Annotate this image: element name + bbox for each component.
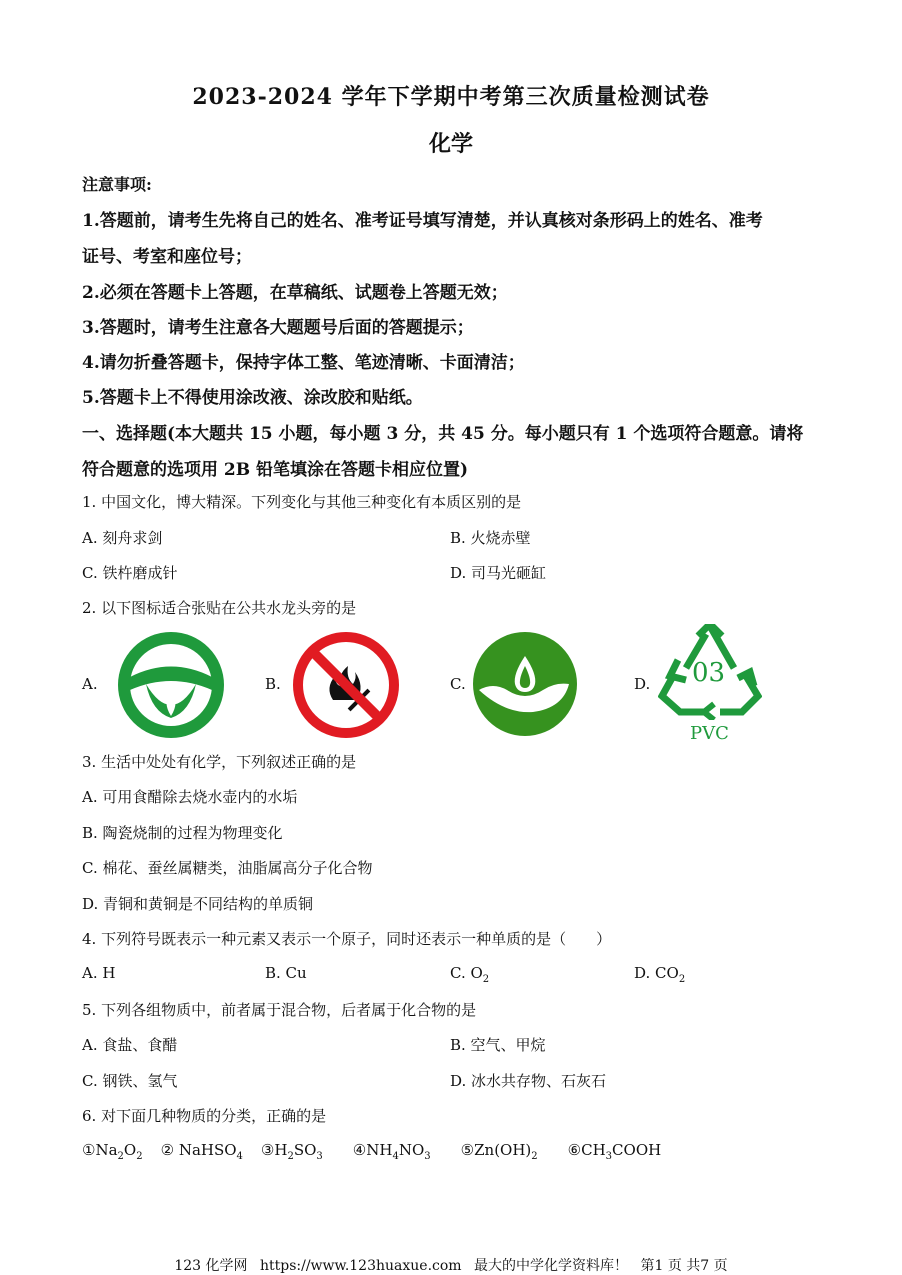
recycle-number: 03: [692, 658, 726, 688]
q1-option-d: D. 司马光砸缸: [450, 564, 547, 582]
q1-option-a: A. 刻舟求剑: [82, 529, 163, 547]
q1-option-b: B. 火烧赤壁: [450, 529, 531, 547]
note-item: 3.答题时，请考生注意各大题题号后面的答题提示；: [82, 318, 474, 338]
section-heading: 一、选择题(本大题共 15 小题，每小题 3 分，共 45 分。每小题只有 1 个选项符合题意。请将: [82, 424, 804, 444]
recycle-label: PVC: [690, 723, 729, 744]
note-item: 2.必须在答题卡上答题，在草稿纸、试题卷上答题无效；: [82, 283, 508, 303]
section-heading: 符合题意的选项用 2B 铅笔填涂在答题卡相应位置): [82, 460, 469, 480]
q5-option-c: C. 钢铁、氢气: [82, 1072, 178, 1090]
footer-page-number: 第1 页 共7 页: [640, 1258, 728, 1274]
q3-option-b: B. 陶瓷烧制的过程为物理变化: [82, 824, 283, 842]
note-item: 证号、考室和座位号；: [82, 247, 252, 267]
question-3-stem: 3. 生活中处处有化学，下列叙述正确的是: [82, 753, 357, 771]
q5-option-d: D. 冰水共存物、石灰石: [450, 1072, 607, 1090]
question-2-stem: 2. 以下图标适合张贴在公共水龙头旁的是: [82, 599, 357, 617]
q6-substance-item: $④NH_4NO_3$: [352, 1141, 431, 1162]
q2-option-b-label: B.: [265, 675, 281, 693]
q5-option-a: A. 食盐、食醋: [82, 1036, 178, 1054]
note-item: 5.答题卡上不得使用涂改液、涂改胶和贴纸。: [82, 388, 423, 408]
q5-option-b: B. 空气、甲烷: [450, 1036, 546, 1054]
q4-option-b: B. Cu: [265, 964, 307, 982]
q6-substance-item: $⑤Zn(OH)_2$: [460, 1141, 538, 1162]
footer-slogan: 最大的中学化学资料库！: [474, 1258, 629, 1274]
green-food-icon: [118, 632, 224, 742]
note-item: 4.请勿折叠答题卡，保持字体工整、笔迹清晰、卡面清洁；: [82, 353, 525, 373]
q1-option-c: C. 铁杵磨成针: [82, 564, 178, 582]
no-fire-icon: [293, 632, 399, 742]
q2-option-c-label: C.: [450, 675, 466, 693]
water-saving-icon: [473, 632, 577, 740]
q2-option-d-label: D.: [634, 675, 651, 693]
q6-substance-list: [82, 1141, 661, 1162]
q4-option-d: D. $CO_2$: [634, 964, 686, 985]
q4-option-c: C. $O_2$: [450, 964, 490, 985]
exam-title: 2023-2024 学年下学期中考第三次质量检测试卷: [192, 84, 710, 110]
question-1-stem: 1. 中国文化，博大精深。下列变化与其他三种变化有本质区别的是: [82, 493, 522, 511]
q3-option-c: C. 棉花、蚕丝属糖类，油脂属高分子化合物: [82, 859, 373, 877]
q3-option-d: D. 青铜和黄铜是不同结构的单质铜: [82, 895, 314, 913]
page-footer: [0, 1255, 902, 1275]
note-item: 1.答题前，请考生先将自己的姓名、准考证号填写清楚，并认真核对条形码上的姓名、准考: [82, 211, 763, 231]
q4-option-a: A. H: [82, 964, 116, 982]
q2-option-a-label: A.: [82, 675, 98, 693]
question-6-stem: 6. 对下面几种物质的分类，正确的是: [82, 1107, 327, 1125]
footer-url[interactable]: https://www.123huaxue.com: [259, 1258, 462, 1274]
q6-substance-item: $③H_2SO_3$: [260, 1141, 323, 1162]
notes-heading: 注意事项:: [82, 175, 152, 194]
recycle-pvc-icon: [658, 624, 762, 724]
q3-option-a: A. 可用食醋除去烧水壶内的水垢: [82, 788, 298, 806]
exam-subject: 化学: [428, 131, 473, 157]
footer-site: 123 化学网: [174, 1258, 248, 1274]
q6-substance-item: ② NaHSO$_4$: [160, 1141, 243, 1162]
q6-substance-item: $⑥CH_3COOH$: [567, 1141, 662, 1162]
question-5-stem: 5. 下列各组物质中，前者属于混合物，后者属于化合物的是: [82, 1001, 477, 1019]
q6-substance-item: $①Na_2O_2$: [82, 1141, 143, 1162]
question-4-stem: 4. 下列符号既表示一种元素又表示一个原子，同时还表示一种单质的是（ ）: [82, 930, 612, 948]
